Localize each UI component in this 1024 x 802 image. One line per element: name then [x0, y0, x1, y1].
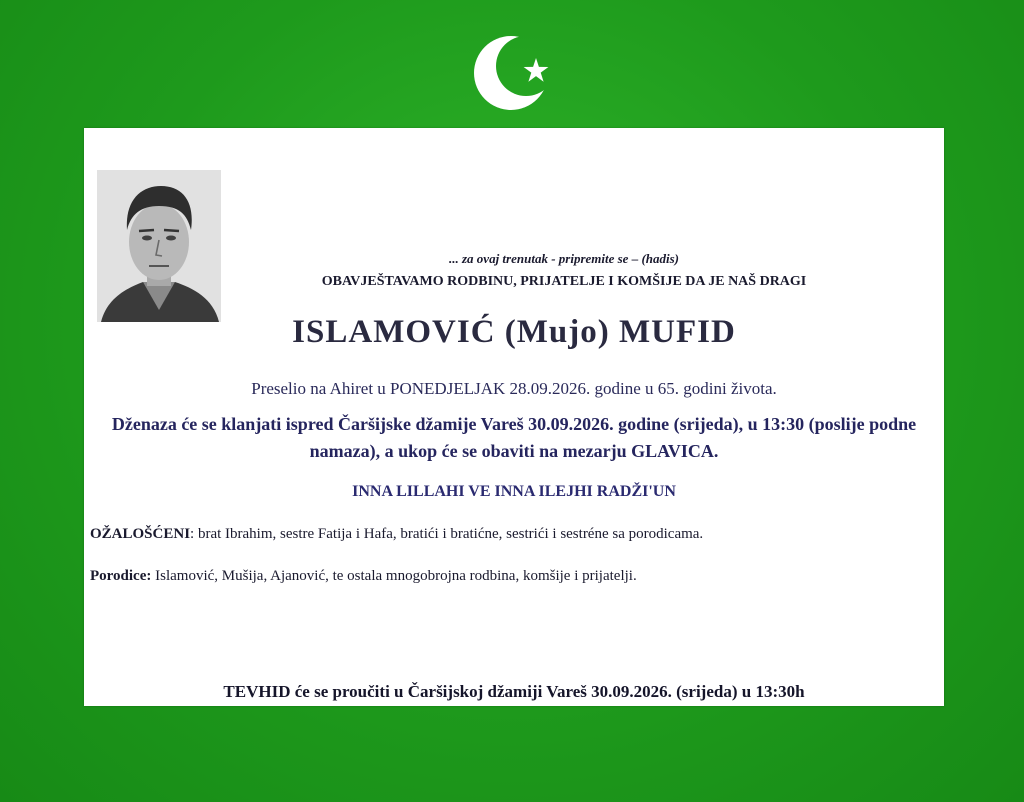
mourners-label: OŽALOŠĆENI [90, 526, 191, 542]
mourners-text: : brat Ibrahim, sestre Fatija i Hafa, bratići i bratićne, sestrići i sestréne sa porodicama. [190, 526, 704, 542]
obituary-card [84, 128, 944, 706]
death-date-line: Preselio na Ahiret u PONEDJELJAK 28.09.2026. godine u 65. godini života. [251, 379, 777, 398]
tevhid-line: TEVHID će se proučiti u Čaršijskoj džamiji Vareš 30.09.2026. (srijeda) u 13:30h [223, 682, 805, 701]
prayer-formula: INNA LILLAHI VE INNA ILEJHI RADŽI'UN [352, 483, 676, 500]
mourners-line [90, 526, 703, 543]
funeral-details: Dženaza će se klanjati ispred Čaršijske džamije Vareš 30.09.2026. godine (srijeda), u 13:30 (poslije podne namaza), a ukop će se obaviti na mezarju GLAVICA. [111, 414, 917, 461]
deceased-name: ISLAMOVIĆ (Mujo) MUFID [292, 314, 736, 350]
families-text: Islamović, Mušija, Ajanović, te ostala mnogobrojna rodbina, komšije i prijatelji. [151, 568, 637, 584]
crescent-star-icon [466, 28, 556, 118]
announcement-intro: OBAVJEŠTAVAMO RODBINU, PRIJATELJE I KOMŠIJE DA JE NAŠ DRAGI [321, 274, 807, 289]
families-label: Porodice: [90, 568, 152, 584]
families-line [90, 568, 637, 585]
hadith-quote: ... za ovaj trenutak - pripremite se – (hadis) [448, 251, 680, 266]
portrait-photo [97, 170, 221, 322]
